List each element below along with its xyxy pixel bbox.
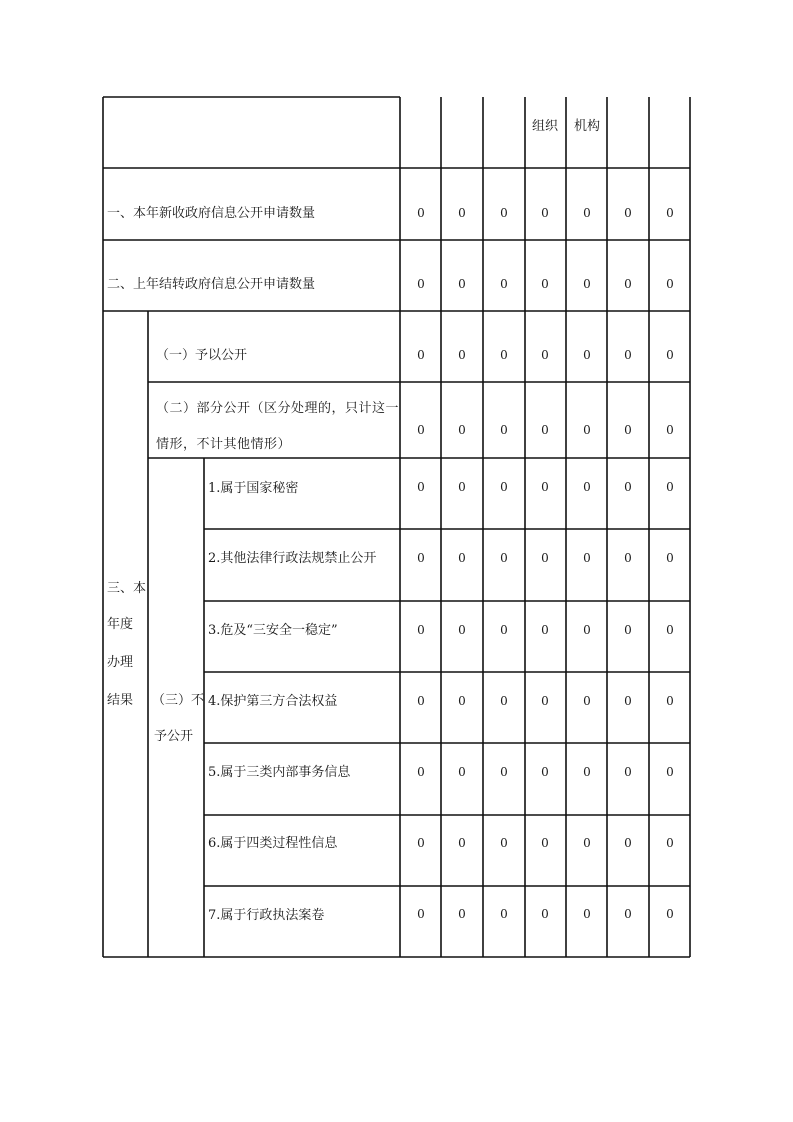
value-cell: 0 (541, 348, 549, 362)
value-cell: 0 (417, 907, 425, 921)
value-cell: 0 (541, 277, 549, 291)
value-cell: 0 (624, 348, 632, 362)
header-org-label: 组织 (532, 119, 559, 134)
value-cell: 0 (583, 206, 591, 220)
value-cell: 0 (624, 907, 632, 921)
value-cell: 0 (624, 277, 632, 291)
value-cell: 0 (541, 423, 549, 437)
value-cell: 0 (666, 348, 674, 362)
row-label-enforcement-files: 7.属于行政执法案卷 (208, 908, 325, 923)
value-cell: 0 (417, 765, 425, 779)
value-cell: 0 (458, 551, 466, 565)
value-cell: 0 (541, 836, 549, 850)
value-cell: 0 (583, 348, 591, 362)
value-cell: 0 (500, 277, 508, 291)
nondisclose-label-line1: （三）不 (152, 693, 205, 708)
value-cell: 0 (624, 836, 632, 850)
value-cell: 0 (666, 423, 674, 437)
value-cell: 0 (458, 480, 466, 494)
value-cell: 0 (666, 694, 674, 708)
value-cell: 0 (458, 765, 466, 779)
row-label-state-secret: 1.属于国家秘密 (208, 481, 299, 496)
value-cell: 0 (666, 277, 674, 291)
row-label-internal-affairs: 5.属于三类内部事务信息 (208, 765, 351, 780)
value-cell: 0 (458, 623, 466, 637)
value-cell: 0 (583, 836, 591, 850)
value-cell: 0 (417, 423, 425, 437)
value-cell: 0 (417, 836, 425, 850)
header-institution-label: 机构 (574, 119, 601, 134)
row-label-partial-line1: （二）部分公开（区分处理的，只计这一 (156, 401, 400, 416)
value-cell: 0 (417, 694, 425, 708)
value-cell: 0 (417, 551, 425, 565)
value-cell: 0 (541, 551, 549, 565)
row-label-carried-over: 二、上年结转政府信息公开申请数量 (107, 277, 316, 292)
value-cell: 0 (541, 480, 549, 494)
value-cell: 0 (583, 907, 591, 921)
value-cell: 0 (583, 423, 591, 437)
value-cell: 0 (500, 694, 508, 708)
value-cell: 0 (458, 277, 466, 291)
value-cell: 0 (500, 836, 508, 850)
value-cell: 0 (458, 348, 466, 362)
value-cell: 0 (417, 623, 425, 637)
value-cell: 0 (458, 907, 466, 921)
value-cell: 0 (624, 206, 632, 220)
value-cell: 0 (500, 765, 508, 779)
value-cell: 0 (666, 480, 674, 494)
value-cell: 0 (624, 765, 632, 779)
value-cell: 0 (666, 551, 674, 565)
value-cell: 0 (500, 623, 508, 637)
row-label-process-info: 6.属于四类过程性信息 (208, 836, 338, 851)
value-cell: 0 (624, 623, 632, 637)
value-cell: 0 (541, 907, 549, 921)
value-cell: 0 (458, 836, 466, 850)
row-label-security-stability: 3.危及“三安全一稳定” (208, 623, 338, 638)
value-cell: 0 (541, 206, 549, 220)
value-cell: 0 (500, 348, 508, 362)
value-cell: 0 (583, 694, 591, 708)
value-cell: 0 (458, 694, 466, 708)
value-cell: 0 (500, 480, 508, 494)
value-cell: 0 (666, 623, 674, 637)
value-cell: 0 (624, 480, 632, 494)
row-label-law-prohibited: 2.其他法律行政法规禁止公开 (208, 551, 377, 566)
value-cell: 0 (417, 480, 425, 494)
value-cell: 0 (583, 623, 591, 637)
value-cell: 0 (583, 551, 591, 565)
value-cell: 0 (583, 480, 591, 494)
value-cell: 0 (583, 765, 591, 779)
row-label-new-requests: 一、本年新收政府信息公开申请数量 (107, 206, 316, 221)
value-cell: 0 (541, 765, 549, 779)
value-cell: 0 (666, 765, 674, 779)
value-cell: 0 (624, 694, 632, 708)
value-cell: 0 (624, 423, 632, 437)
value-cell: 0 (541, 623, 549, 637)
value-cell: 0 (417, 348, 425, 362)
value-cell: 0 (666, 836, 674, 850)
value-cell: 0 (666, 206, 674, 220)
value-cell: 0 (500, 423, 508, 437)
value-cell: 0 (583, 277, 591, 291)
value-cell: 0 (500, 206, 508, 220)
value-cell: 0 (500, 551, 508, 565)
row-label-partial-line2: 情形，不计其他情形） (156, 437, 292, 452)
value-cell: 0 (541, 694, 549, 708)
nondisclose-label-line2: 予公开 (154, 729, 194, 744)
value-cell: 0 (458, 206, 466, 220)
row-label-disclosed: （一）予以公开 (156, 348, 248, 363)
row-label-third-party: 4.保护第三方合法权益 (208, 694, 338, 709)
value-cell: 0 (417, 206, 425, 220)
section3-label-line2: 年度 (107, 617, 134, 632)
value-cell: 0 (666, 907, 674, 921)
value-cell: 0 (500, 907, 508, 921)
value-cell: 0 (458, 423, 466, 437)
section3-label-line4: 结果 (107, 693, 134, 708)
value-cell: 0 (417, 277, 425, 291)
section3-label-line3: 办理 (107, 655, 134, 670)
value-cell: 0 (624, 551, 632, 565)
section3-label-line1: 三、本 (107, 581, 147, 596)
